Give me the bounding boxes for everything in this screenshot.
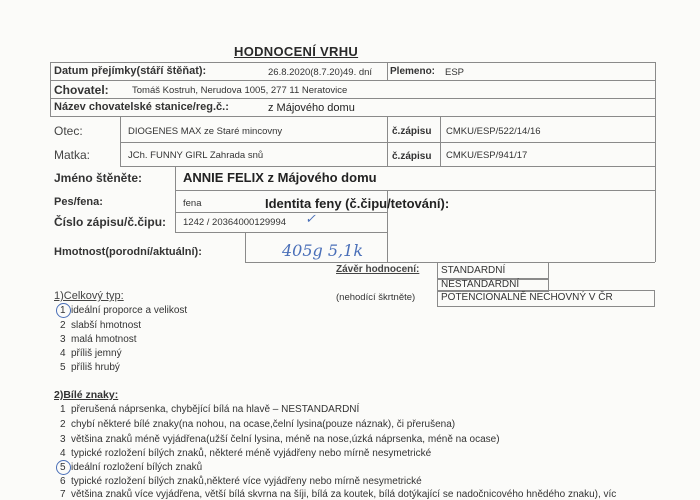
plemeno-value: ESP: [445, 67, 465, 78]
pes-label: Pes/fena:: [54, 196, 103, 208]
matka-zapis-value: CMKU/ESP/941/17: [446, 150, 528, 161]
table-rule: [175, 212, 387, 213]
stanice-label: Název chovatelské stanice/reg.č.:: [54, 101, 229, 113]
matka-value: JCh. FUNNY GIRL Zahrada snů: [128, 150, 264, 161]
table-rule: [387, 116, 388, 166]
list-item-num: 2: [60, 320, 66, 331]
zaver-label: Závěr hodnocení:: [336, 264, 420, 275]
list-item: ideální rozložení bílých znaků: [71, 462, 203, 473]
table-rule: [175, 190, 655, 191]
list-item-num: 4: [60, 448, 66, 459]
zaver-option-nechovny: POTENCIONALNĚ NECHOVNÝ V ČR: [441, 292, 613, 303]
zaver-option-standard: STANDARDNÍ: [441, 265, 506, 276]
table-rule: [120, 166, 655, 167]
datum-value: 26.8.2020(8.7.20)49. dní: [268, 67, 373, 78]
section2-heading: 2)Bílé znaky:: [54, 389, 119, 401]
otec-zapis-value: CMKU/ESP/522/14/16: [446, 126, 541, 137]
otec-zapis-label: č.zápisu: [392, 126, 432, 137]
table-rule: [50, 62, 655, 63]
list-item: většina znaků méně vyjádřena(užší čelní lysina, méně na nose,úzká náprsenka, méně na ocase): [71, 434, 500, 445]
table-rule: [50, 116, 655, 117]
section1-heading: 1)Celkový typ:: [54, 290, 124, 302]
pes-value: fena: [183, 198, 202, 209]
list-item-num: 1: [60, 404, 66, 415]
list-item: malá hmotnost: [71, 334, 137, 345]
datum-label: Datum přejímky(stáří štěňat):: [54, 65, 207, 77]
list-item-num: 1: [60, 305, 66, 316]
table-rule: [50, 80, 655, 81]
list-item-num: 5: [60, 362, 66, 373]
list-item-num: 3: [60, 334, 66, 345]
matka-zapis-label: č.zápisu: [392, 151, 432, 162]
chovatel-label: Chovatel:: [54, 83, 109, 97]
otec-value: DIOGENES MAX ze Staré mincovny: [128, 126, 283, 137]
list-item-num: 3: [60, 434, 66, 445]
list-item: typické rozložení bílých znaků, některé méně vyjádřeny nebo mírně nesymetrické: [71, 448, 432, 459]
identita-label: Identita feny (č.čipu/tetování):: [265, 196, 450, 211]
table-rule: [655, 62, 656, 262]
hmotnost-handwritten: 405g 5,1k: [282, 241, 364, 260]
list-item: většina znaků více vyjádřena, větší bílá skvrna na šíji, bílá za koutek, bílá dotýkající se nadočnicového hnědého znaku), víc: [71, 489, 617, 500]
jmeno-label: Jméno štěněte:: [54, 171, 143, 185]
zaver-note: (nehodící škrtněte): [336, 292, 416, 303]
checkmark-icon: ✓: [305, 212, 316, 227]
list-item: příliš jemný: [71, 348, 122, 359]
list-item-num: 7: [60, 489, 66, 500]
list-item-num: 2: [60, 419, 66, 430]
otec-label: Otec:: [54, 124, 83, 138]
list-item-num: 4: [60, 348, 66, 359]
list-item: slabší hmotnost: [71, 320, 142, 331]
list-item: ideální proporce a velikost: [71, 305, 188, 316]
list-item: typické rozložení bílých znaků,některé více vyjádřeny nebo mírně nesymetrické: [71, 476, 422, 487]
table-rule: [245, 232, 246, 262]
table-rule: [50, 62, 51, 116]
table-rule: [387, 62, 388, 80]
cislo-label: Číslo zápisu/č.čipu:: [54, 215, 167, 229]
list-item: příliš hrubý: [71, 362, 120, 373]
table-rule: [175, 232, 387, 233]
table-rule: [440, 116, 441, 166]
table-rule: [175, 166, 176, 232]
list-item-num: 6: [60, 476, 66, 487]
chovatel-value: Tomáš Kostruh, Nerudova 1005, 277 11 Neratovice: [132, 85, 348, 96]
page-title: HODNOCENÍ VRHU: [234, 44, 359, 59]
cislo-value: 1242 / 20364000129994: [183, 217, 287, 228]
table-rule: [50, 98, 655, 99]
jmeno-value: ANNIE FELIX z Májového domu: [183, 170, 377, 185]
list-item: chybí některé bílé znaky(na nohou, na ocase,čelní lysina(pouze náznak), či přerušena): [71, 419, 456, 430]
list-item-num: 5: [60, 462, 66, 473]
stanice-value: z Májového domu: [268, 102, 355, 114]
list-item: přerušená náprsenka, chybějící bílá na hlavě – NESTANDARDNÍ: [71, 404, 360, 415]
zaver-option-nestandard: NESTANDARDNÍ: [441, 279, 520, 290]
hmotnost-label: Hmotnost(porodní/aktuální):: [54, 246, 202, 258]
table-rule: [120, 116, 121, 166]
matka-label: Matka:: [54, 148, 91, 162]
plemeno-label: Plemeno:: [390, 66, 436, 77]
